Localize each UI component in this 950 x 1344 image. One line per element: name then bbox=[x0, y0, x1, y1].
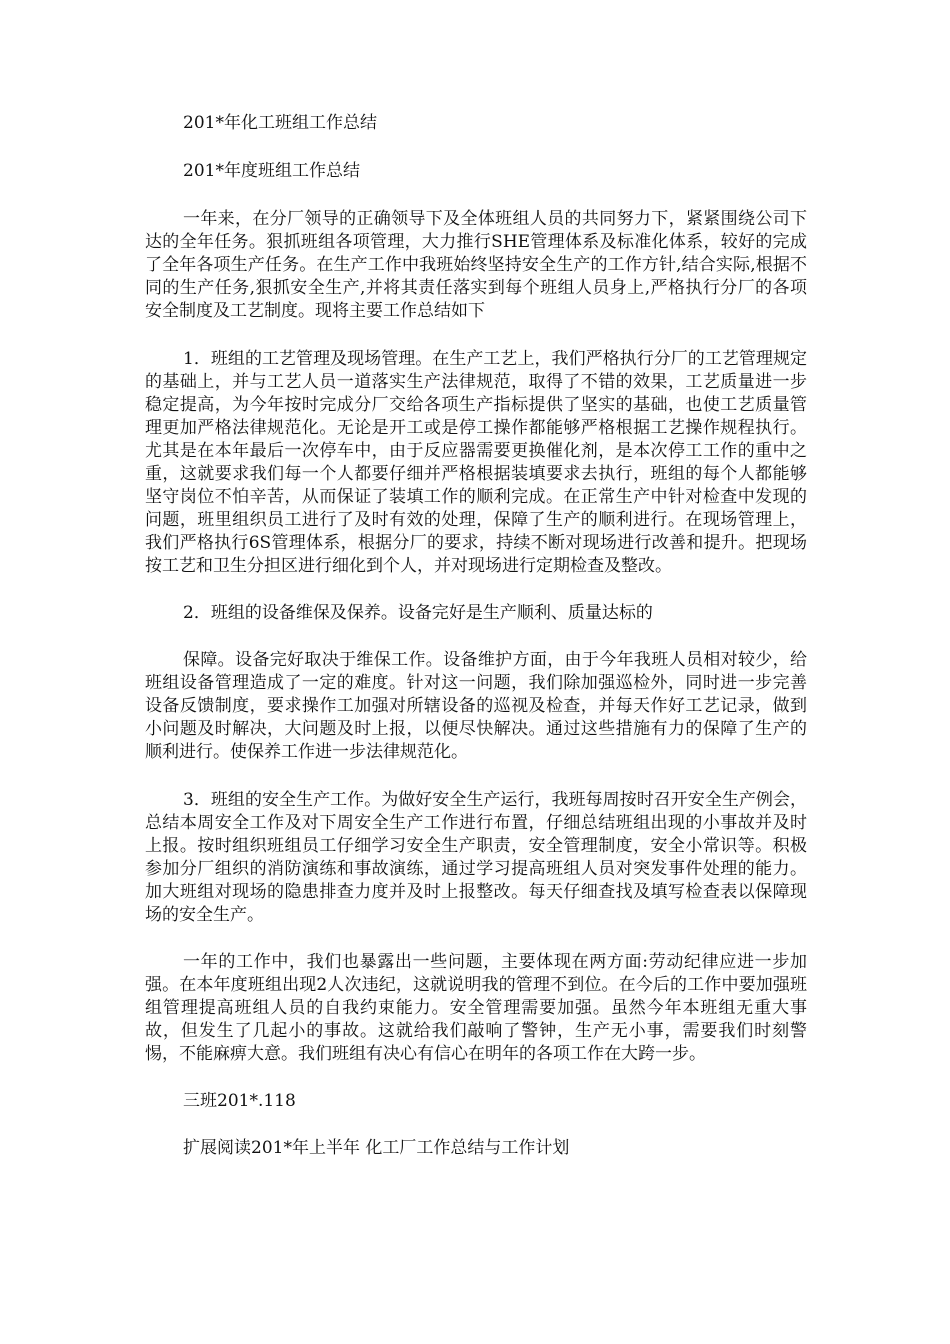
paragraph-item-2-heading: 2．班组的设备维保及保养。设备完好是生产顺利、质量达标的 bbox=[183, 603, 653, 623]
paragraph-item-1: 1．班组的工艺管理及现场管理。在生产工艺上，我们严格执行分厂的工艺管理规定的基础上，并与工艺人员一道落实生产法律规范，取得了不错的效果，工艺质量进一步稳定提高，为今年按时完成分厂交给各项生产指标提供了坚实的基础，也使工艺质量管理更加严格法律规范化。无论是开工或是停工操作都能够严格根据工艺操作规程执行。尤其是在本年最后一次停车中，由于反应器需要更换催化剂，是本次停工工作的重中之重，这就要求我们每一个人都要仔细并严格根据装填要求去执行，班组的每个人都能够坚守岗位不怕辛苦，从而保证了装填工作的顺利完成。在正常生产中针对检查中发现的问题，班里组织员工进行了及时有效的处理，保障了生产的顺利进行。在现场管理上，我们严格执行6S管理体系，根据分厂的要求，持续不断对现场进行改善和提升。把现场按工艺和卫生分担区进行细化到个人，并对现场进行定期检查及整改。 bbox=[145, 349, 807, 576]
paragraph-intro: 一年来，在分厂领导的正确领导下及全体班组人员的共同努力下，紧紧围绕公司下达的全年任务。狠抓班组各项管理，大力推行SHE管理体系及标准化体系，较好的完成了全年各项生产任务。在生产工作中我班始终坚持安全生产的工作方针,结合实际,根据不同的生产任务,狠抓安全生产,并将其责任落实到每个班组人员身上,严格执行分厂的各项安全制度及工艺制度。现将主要工作总结如下 bbox=[145, 209, 807, 321]
paragraph-item-3: 3．班组的安全生产工作。为做好安全生产运行，我班每周按时召开安全生产例会，总结本周安全工作及对下周安全生产工作进行布置，仔细总结班组出现的小事故并及时上报。按时组织班组员工仔细学习安全生产职责，安全管理制度，安全小常识等。积极参加分厂组织的消防演练和事故演练，通过学习提高班组人员对突发事件处理的能力。加大班组对现场的隐患排查力度并及时上报整改。每天仔细查找及填写检查表以保障现场的安全生产。 bbox=[145, 790, 807, 925]
extended-reading-line: 扩展阅读201*年上半年 化工厂工作总结与工作计划 bbox=[183, 1138, 570, 1158]
document-page bbox=[145, 112, 807, 1160]
paragraph-item-2: 保障。设备完好取决于维保工作。设备维护方面，由于今年我班人员相对较少，给班组设备管理造成了一定的难度。针对这一问题，我们除加强巡检外，同时进一步完善设备反馈制度，要求操作工加强对所辖设备的巡视及检查，并每天作好工艺记录，做到小问题及时解决，大问题及时上报，以便尽快解决。通过这些措施有力的保障了生产的顺利进行。使保养工作进一步法律规范化。 bbox=[145, 650, 807, 762]
document-title: 201*年化工班组工作总结 bbox=[183, 113, 377, 133]
paragraph-closing: 一年的工作中，我们也暴露出一些问题，主要体现在两方面:劳动纪律应进一步加强。在本年度班组出现2人次违纪，这就说明我的管理不到位。在今后的工作中要加强班组管理提高班组人员的自我约束能力。安全管理需要加强。虽然今年本班组无重大事故，但发生了几起小的事故。这就给我们敲响了警钟，生产无小事，需要我们时刻警惕，不能麻痹大意。我们班组有决心有信心在明年的各项工作在大跨一步。 bbox=[145, 952, 807, 1064]
signature-line: 三班201*.118 bbox=[183, 1091, 296, 1111]
document-subtitle: 201*年度班组工作总结 bbox=[183, 161, 360, 181]
